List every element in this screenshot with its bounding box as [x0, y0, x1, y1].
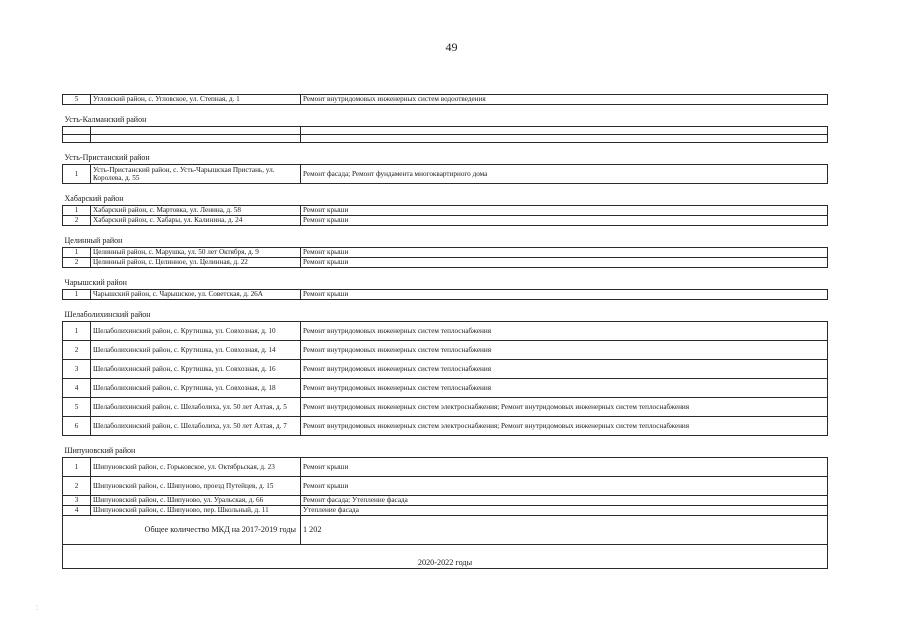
empty-row — [63, 135, 828, 143]
empty-cell — [91, 127, 301, 135]
table-row — [63, 165, 828, 184]
row-number: 5 — [63, 95, 91, 105]
row-address: Хабарский район, с. Мартовка, ул. Ленина, д. 58 — [91, 206, 301, 216]
row-number: 1 — [63, 165, 91, 184]
table-row — [63, 417, 828, 436]
row-work: Ремонт фасада; Ремонт фундамента многоквартирного дома — [301, 165, 828, 184]
row-address: Целинный район, с. Марушка, ул. 50 лет Октября, д. 9 — [91, 248, 301, 258]
period-title: 2020-2022 годы — [63, 545, 828, 569]
row-address: Целинный район, с. Целинное, ул. Целинная, д. 22 — [91, 258, 301, 268]
row-address: Шипуновский район, с. Шипуново, проезд Путейцев, д. 15 — [91, 477, 301, 496]
row-address: Шипуновский район, с. Горьковское, ул. Октябрьская, д. 23 — [91, 458, 301, 477]
table-row — [63, 206, 828, 216]
row-work: Утепление фасада — [301, 506, 828, 516]
table-row — [63, 341, 828, 360]
row-work: Ремонт крыши — [301, 216, 828, 226]
row-work: Ремонт крыши — [301, 206, 828, 216]
row-number: 2 — [63, 341, 91, 360]
table-row — [63, 506, 828, 516]
document-table — [62, 94, 828, 569]
table-row — [63, 322, 828, 341]
district-title: Усть-Калманский район — [63, 105, 828, 127]
row-number: 2 — [63, 216, 91, 226]
district-title: Шелаболихинский район — [63, 300, 828, 322]
table-row — [63, 360, 828, 379]
row-number: 1 — [63, 248, 91, 258]
district-title: Усть-Пристанский район — [63, 143, 828, 165]
row-work: Ремонт внутридомовых инженерных систем электроснабжения; Ремонт внутридомовых инженерных систем теплоснабжения — [301, 417, 828, 436]
row-work: Ремонт внутридомовых инженерных систем электроснабжения; Ремонт внутридомовых инженерных систем теплоснабжения — [301, 398, 828, 417]
empty-row — [63, 127, 828, 135]
table-row — [63, 379, 828, 398]
row-address: Угловский район, с. Угловское, ул. Степная, д. 1 — [91, 95, 301, 105]
row-work: Ремонт внутридомовых инженерных систем водоотведения — [301, 95, 828, 105]
row-work: Ремонт крыши — [301, 258, 828, 268]
row-address: Шелаболихинский район, с. Шелаболиха, ул. 50 лет Алтая, д. 5 — [91, 398, 301, 417]
table-row — [63, 290, 828, 300]
district-header-row — [63, 268, 828, 290]
empty-cell — [301, 135, 828, 143]
district-header-row — [63, 184, 828, 206]
row-work: Ремонт внутридомовых инженерных систем теплоснабжения — [301, 379, 828, 398]
row-number: 2 — [63, 258, 91, 268]
row-address: Шипуновский район, с. Шипуново, ул. Уральская, д. 66 — [91, 496, 301, 506]
row-number: 3 — [63, 496, 91, 506]
empty-cell — [63, 135, 91, 143]
row-address: Шелаболихинский район, с. Крутишка, ул. Совхозная, д. 14 — [91, 341, 301, 360]
table-row — [63, 216, 828, 226]
district-title: Чарышский район — [63, 268, 828, 290]
row-number: 1 — [63, 206, 91, 216]
table-row — [63, 398, 828, 417]
row-work: Ремонт внутридомовых инженерных систем теплоснабжения — [301, 360, 828, 379]
row-address: Чарышский район, с. Чарышское, ул. Советская, д. 26А — [91, 290, 301, 300]
period-row — [63, 545, 828, 569]
row-number: 1 — [63, 322, 91, 341]
margin-mark: ⁚ — [36, 606, 38, 612]
row-number: 5 — [63, 398, 91, 417]
row-address: Хабарский район, с. Хабары, ул. Калинина, д. 24 — [91, 216, 301, 226]
district-header-row — [63, 226, 828, 248]
district-header-row — [63, 105, 828, 127]
row-work: Ремонт крыши — [301, 248, 828, 258]
row-address: Шипуновский район, с. Шипуново, пер. Школьный, д. 11 — [91, 506, 301, 516]
page-number: 49 — [445, 40, 458, 54]
row-number: 1 — [63, 290, 91, 300]
row-number: 1 — [63, 458, 91, 477]
row-work: Ремонт крыши — [301, 290, 828, 300]
row-number: 3 — [63, 360, 91, 379]
table-row — [63, 477, 828, 496]
repair-table — [62, 94, 828, 569]
row-number: 4 — [63, 379, 91, 398]
district-header-row — [63, 436, 828, 458]
empty-cell — [63, 127, 91, 135]
row-address: Усть-Пристанский район, с. Усть-Чарышская Пристань, ул. Королева, д. 55 — [91, 165, 301, 184]
row-work: Ремонт фасада; Утепление фасада — [301, 496, 828, 506]
total-value: 1 202 — [301, 516, 828, 545]
row-number: 2 — [63, 477, 91, 496]
district-title: Целинный район — [63, 226, 828, 248]
table-row — [63, 248, 828, 258]
row-work: Ремонт крыши — [301, 458, 828, 477]
district-header-row — [63, 300, 828, 322]
row-work: Ремонт крыши — [301, 477, 828, 496]
row-number: 4 — [63, 506, 91, 516]
row-address: Шелаболихинский район, с. Крутишка, ул. Совхозная, д. 10 — [91, 322, 301, 341]
table-row — [63, 458, 828, 477]
row-address: Шелаболихинский район, с. Шелаболиха, ул. 50 лет Алтая, д. 7 — [91, 417, 301, 436]
district-header-row — [63, 143, 828, 165]
row-address: Шелаболихинский район, с. Крутишка, ул. Совхозная, д. 16 — [91, 360, 301, 379]
row-number: 6 — [63, 417, 91, 436]
total-row — [63, 516, 828, 545]
table-row — [63, 95, 828, 105]
empty-cell — [91, 135, 301, 143]
row-work: Ремонт внутридомовых инженерных систем теплоснабжения — [301, 322, 828, 341]
district-title: Хабарский район — [63, 184, 828, 206]
total-label: Общее количество МКД на 2017-2019 годы — [63, 516, 301, 545]
empty-cell — [301, 127, 828, 135]
row-address: Шелаболихинский район, с. Крутишка, ул. Совхозная, д. 18 — [91, 379, 301, 398]
table-row — [63, 496, 828, 506]
row-work: Ремонт внутридомовых инженерных систем теплоснабжения — [301, 341, 828, 360]
district-title: Шипуновский район — [63, 436, 828, 458]
table-row — [63, 258, 828, 268]
